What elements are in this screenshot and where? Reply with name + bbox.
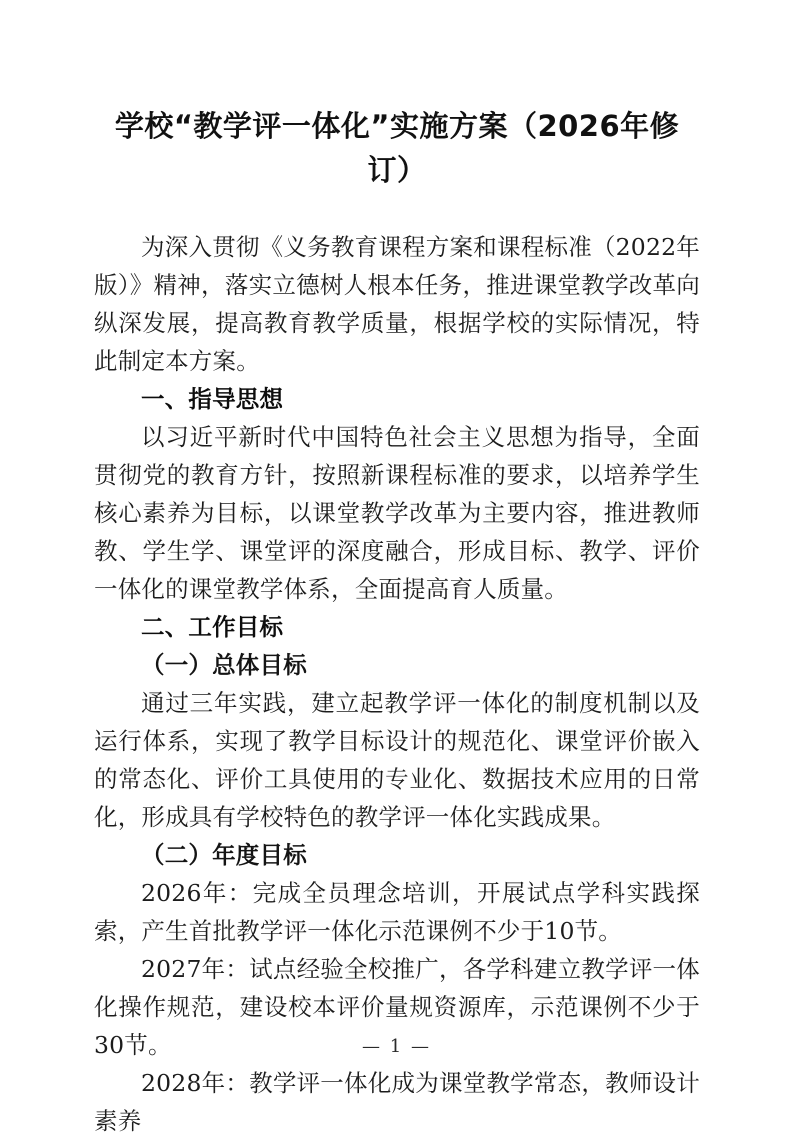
content-blocks (94, 228, 700, 1140)
objective-2028-paragraph: 2028年：教学评一体化成为课堂教学常态，教师设计素养 (94, 1069, 700, 1135)
heading-work-objectives: 二、工作目标 (141, 613, 284, 641)
heading-guiding-ideology: 一、指导思想 (141, 385, 284, 413)
intro-paragraph: 为深入贯彻《义务教育课程方案和课程标准（2022年版）》精神，落实立德树人根本任务，推进课堂教学改革向纵深发展，提高教育教学质量，根据学校的实际情况，特此制定本方案。 (94, 233, 700, 375)
subheading-annual-objective: （二）年度目标 (141, 841, 307, 869)
overall-objective-paragraph: 通过三年实践，建立起教学评一体化的制度机制以及运行体系，实现了教学目标设计的规范化、课堂评价嵌入的常态化、评价工具使用的专业化、数据技术应用的日常化，形成具有学校特色的教学评一体化实践成果。 (94, 689, 700, 831)
title-spacer (94, 192, 700, 228)
page-title: 学校“教学评一体化”实施方案（2026年修订） (114, 109, 680, 187)
objective-2026-paragraph: 2026年：完成全员理念培训，开展试点学科实践探索，产生首批教学评一体化示范课例不少于10节。 (94, 879, 700, 945)
document-body (94, 104, 700, 1140)
subheading-overall-objective: （一）总体目标 (141, 651, 307, 679)
guiding-ideology-paragraph: 以习近平新时代中国特色社会主义思想为指导，全面贯彻党的教育方针，按照新课程标准的要求，以培养学生核心素养为目标，以课堂教学改革为主要内容，推进教师教、学生学、课堂评的深度融合，形成目标、教学、评价一体化的课堂教学体系，全面提高育人质量。 (94, 423, 700, 603)
page-number-footer: — 1 — (362, 1036, 431, 1057)
objective-2027-paragraph: 2027年：试点经验全校推广，各学科建立教学评一体化操作规范，建设校本评价量规资源库，示范课例不少于30节。 (94, 955, 700, 1059)
